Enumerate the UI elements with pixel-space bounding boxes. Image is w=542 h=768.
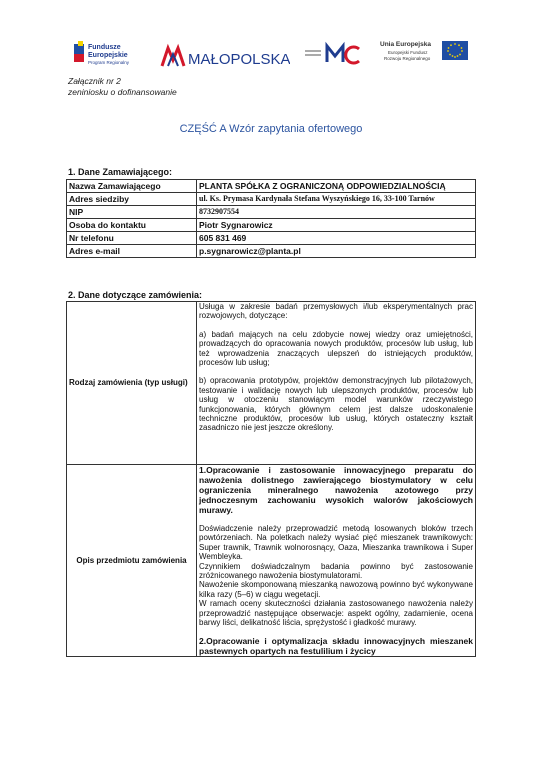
table-row	[67, 193, 476, 206]
row-value: 605 831 469	[197, 232, 476, 245]
service-type-label: Rodzaj zamówienia (typ usługi)	[69, 378, 188, 388]
ue-line1: Unia Europejska	[380, 41, 431, 48]
ue-line2: Europejski Fundusz	[388, 50, 428, 55]
table-row	[67, 219, 476, 232]
service-point-b: b) opracowania prototypów, projektów demonstracyjnych lub pilotażowych, testowanie i walidację nowych lub ulepszonych produktów, procesów lub usług w otoczeniu stanowiącym model warunków rzeczywistego funkcjonowania, których głównym celem jest dalsze udoskonalenie techniczne produktów, procesów lub usług, których ostateczny kształt zasadniczo nie jest jeszcze określony.	[199, 376, 473, 433]
row-key: Nr telefonu	[67, 232, 197, 245]
task1-paragraph: Doświadczenie należy przeprowadzić metodą losowanych bloków trzech powtórzeniach. Na poletkach należy wysiać pięć mieszanek trawnikowych: Super trawnik, Trawnik wolnorosnący, Oaza, Mieszanka trawnikowa i Super Wembleyka.	[199, 524, 473, 562]
service-intro: Usługa w zakresie badań przemysłowych i/lub eksperymentalnych prac rozwojowych, dotyczące:	[199, 302, 473, 321]
row-value	[197, 465, 476, 657]
task1-title: 1.Opracowanie i zastosowanie innowacyjnego preparatu do nawożenia dolistnego zawierającego biostymulatory w celu ograniczenia mineralnego nawożenia azotowego przy jednoczesnym zachowaniu wysokich walorów jakościowych murawy.	[199, 465, 473, 515]
attachment-sub: zeniniosku o dofinansowanie	[68, 87, 177, 97]
customer-data-table	[66, 179, 476, 258]
fe-star-icon	[74, 41, 84, 62]
task1-paragraph: W ramach oceny skuteczności działania zastosowanego nawożenia należy przeprowadzić następujące obserwacje: aspekt ogólny, zadarnienie, ocena barwy liści, delikatność liścia, sprężystość i gładkość murawy.	[199, 599, 473, 628]
row-value: 8732907554	[197, 206, 476, 219]
row-key: Nazwa Zamawiającego	[67, 180, 197, 193]
row-value: ul. Ks. Prymasa Kardynała Stefana Wyszyńskiego 16, 33-100 Tarnów	[197, 193, 476, 206]
unia-europejska-logo	[380, 38, 470, 68]
task1-paragraph: Czynnikiem doświadczalnym badania powinno być zastosowanie zróżnicowanego nawożenia biostymulatorami.	[199, 561, 473, 581]
malopolska-text: MAŁOPOLSKA	[188, 51, 290, 68]
ue-line3: Rozwoju Regionalnego	[384, 56, 431, 61]
row-key: Adres e-mail	[67, 245, 197, 258]
mc-logo-icon	[305, 46, 359, 63]
table-row	[67, 245, 476, 258]
row-value: PLANTA SPÓŁKA Z OGRANICZONĄ ODPOWIEDZIALNOŚCIĄ	[197, 180, 476, 193]
table-row	[67, 465, 476, 657]
part-title: CZĘŚĆ A Wzór zapytania ofertowego	[179, 123, 363, 135]
fe-line1: Fundusze	[88, 44, 121, 51]
fe-line2: Europejskie	[88, 52, 128, 59]
row-value: Piotr Sygnarowicz	[197, 219, 476, 232]
row-key	[67, 465, 197, 657]
row-key: Osoba do kontaktu	[67, 219, 197, 232]
order-data-table	[66, 301, 476, 657]
row-key	[67, 302, 197, 465]
table-row	[67, 232, 476, 245]
table-row	[67, 302, 476, 465]
fundusze-europejskie-logo	[72, 38, 152, 70]
service-point-a: a) badań mających na celu zdobycie nowej wiedzy oraz umiejętności, prowadzących do opracowania nowych produktów, procesów lub usług, lub też wprowadzenia znaczących ulepszeń do istniejących produktów, procesów lub usług;	[199, 329, 473, 368]
task1-paragraph: Nawożenie skomponowaną mieszanką nawozową powinno być wykonywane kilka razy (5–6) w ciągu wegetacji.	[199, 580, 473, 599]
row-value: p.sygnarowicz@planta.pl	[197, 245, 476, 258]
malopolska-logo	[160, 42, 290, 70]
section1-title: 1. Dane Zamawiającego:	[68, 167, 173, 177]
malopolska-m-icon	[162, 48, 184, 66]
table-row	[67, 206, 476, 219]
task2-title: 2.Opracowanie i optymalizacja składu innowacyjnych mieszanek pastewnych opartych na festulilium i życicy	[199, 636, 473, 657]
row-value	[197, 302, 476, 465]
section2-title: 2. Dane dotyczące zamówienia:	[68, 290, 203, 300]
fe-line3: Program Regionalny	[88, 60, 130, 65]
description-label: Opis przedmiotu zamówienia	[76, 556, 187, 566]
attachment-label: Załącznik nr 2	[68, 76, 121, 86]
malopolskie-centrum-logo	[303, 40, 365, 68]
row-key: Adres siedziby	[67, 193, 197, 206]
row-key: NIP	[67, 206, 197, 219]
table-row	[67, 180, 476, 193]
